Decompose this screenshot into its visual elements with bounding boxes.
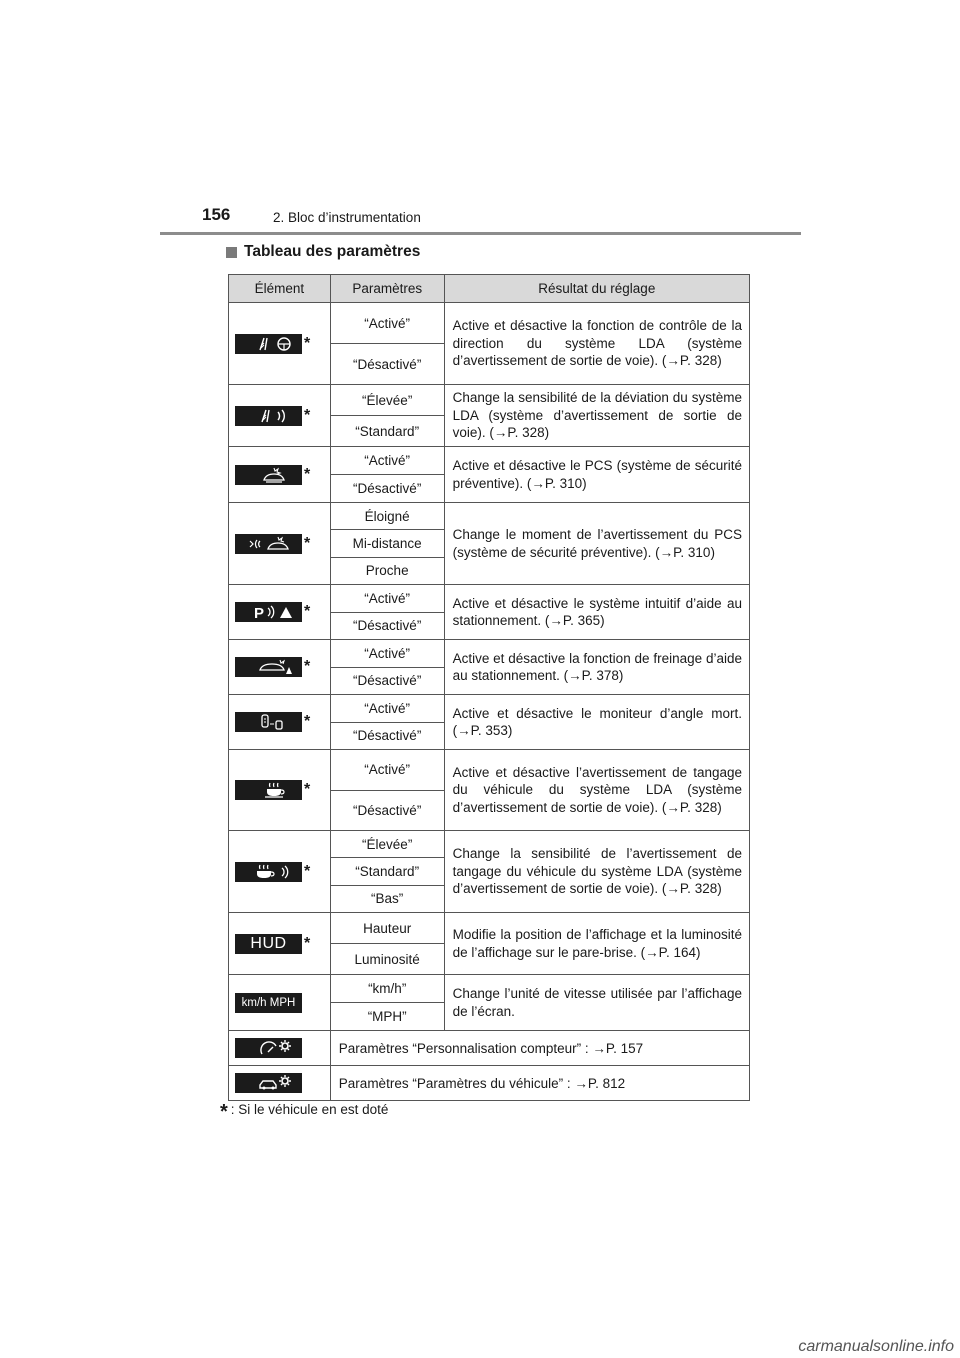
- param-value: “Désactivé”: [353, 356, 422, 372]
- param-value: “Désactivé”: [353, 481, 422, 496]
- param-value: “Désactivé”: [353, 673, 422, 689]
- table-row: [229, 1066, 750, 1101]
- page-header: [160, 200, 801, 236]
- result-text: Active et désactive le PCS (système de sécurité préventive). (→P. 310): [452, 458, 742, 491]
- speed-unit-icon-label: km/h MPH: [241, 996, 296, 1009]
- watermark: carmanualsonline.info: [798, 1338, 954, 1355]
- optional-star: *: [304, 781, 311, 798]
- hud-icon: [235, 934, 302, 954]
- table-header: [229, 275, 750, 303]
- footnote-star: *: [220, 1101, 228, 1123]
- table-row: [229, 447, 750, 503]
- param-value: “Désactivé”: [353, 618, 422, 634]
- optional-star: *: [304, 713, 311, 730]
- optional-star: *: [304, 862, 311, 880]
- table-row: [229, 695, 750, 750]
- result-text: Active et désactive la fonction de contrôle de la direction du système LDA (système d’avertissement de sortie de voie). (→P. 328): [452, 318, 742, 369]
- section-title-text: Tableau des paramètres: [244, 243, 421, 260]
- table-row: [229, 585, 750, 640]
- page-number: 156: [202, 205, 231, 224]
- section-title: [226, 243, 420, 261]
- param-value: “Activé”: [331, 640, 444, 668]
- pcs-icon: [235, 465, 302, 485]
- result-text: Active et désactive l’avertissement de tangage du véhicule du système LDA (système d’avertissement de sortie de voie). (→P. 328): [452, 764, 742, 815]
- param-value: “Activé”: [331, 585, 444, 613]
- lda-steering-icon: [235, 334, 302, 354]
- param-value: “Standard”: [355, 423, 420, 439]
- result-text: Active et désactive le moniteur d’angle mort. (→P. 353): [452, 705, 742, 738]
- result-text: Change l’unité de vitesse utilisée par l’affichage de l’écran.: [452, 986, 742, 1019]
- optional-star: *: [304, 465, 311, 483]
- table-row: [229, 831, 750, 913]
- table-row: [229, 303, 750, 385]
- optional-star: *: [304, 534, 311, 552]
- table-row: [229, 913, 750, 975]
- result-text: Change la sensibilité de l’avertissement de tangage du véhicule du système LDA (système d’avertissement de sortie de voie). (→P. 328): [452, 846, 742, 897]
- lda-sensitivity-icon: [235, 406, 302, 426]
- optional-star: *: [304, 934, 311, 952]
- param-value: “Élevée”: [331, 831, 444, 858]
- table-row: [229, 503, 750, 585]
- column-header-element: Élément: [229, 275, 331, 302]
- result-text: Active et désactive le système intuitif d’aide au stationnement. (→P. 365): [452, 595, 742, 628]
- speed-unit-icon: [235, 993, 302, 1013]
- footnote: [220, 1101, 388, 1124]
- table-row: [229, 385, 750, 447]
- param-value: “km/h”: [331, 975, 444, 1003]
- param-value: “Activé”: [331, 750, 444, 791]
- svg-text:P: P: [254, 605, 265, 620]
- optional-star: *: [304, 603, 311, 620]
- column-header-result: Résultat du réglage: [445, 275, 750, 302]
- vehicle-settings-icon: [235, 1073, 302, 1093]
- sway-warning-icon: [235, 780, 302, 800]
- parking-brake-support-icon: [235, 657, 302, 677]
- section-square-icon: [226, 247, 237, 258]
- table-row: [229, 640, 750, 695]
- wide-row-text: Paramètres “Personnalisation compteur” : →P. 157: [331, 1031, 750, 1065]
- param-value: “Bas”: [371, 891, 404, 907]
- column-header-settings: Paramètres: [331, 275, 445, 302]
- param-value: “MPH”: [367, 1009, 407, 1024]
- param-value: Proche: [365, 563, 409, 579]
- param-value: “Désactivé”: [353, 802, 422, 818]
- table-row: [229, 1031, 750, 1066]
- result-text: Change le moment de l’avertissement du PCS (système de sécurité préventive). (→P. 310): [452, 527, 742, 560]
- param-value: “Activé”: [331, 695, 444, 723]
- param-value: “Désactivé”: [353, 728, 422, 744]
- result-text: Change la sensibilité de la déviation du système LDA (système d’avertissement de sortie de voie). (→P. 328): [452, 390, 742, 441]
- header-rule: [160, 232, 801, 235]
- optional-star: *: [304, 334, 311, 352]
- param-value: Luminosité: [354, 951, 420, 967]
- chapter-title: 2. Bloc d’instrumentation: [273, 210, 421, 225]
- pcs-timing-icon: [235, 534, 302, 554]
- sway-sensitivity-icon: [235, 862, 302, 882]
- result-text: Active et désactive la fonction de freinage d’aide au stationnement. (→P. 378): [452, 650, 742, 683]
- table-row: [229, 750, 750, 831]
- param-value: Mi-distance: [331, 530, 444, 557]
- param-value: Éloigné: [331, 503, 444, 530]
- settings-table: [228, 274, 750, 1101]
- table-row: [229, 975, 750, 1031]
- param-value: “Élevée”: [331, 385, 444, 416]
- meter-settings-icon: [235, 1038, 302, 1058]
- param-value: “Activé”: [331, 303, 444, 344]
- param-value: “Activé”: [331, 447, 444, 475]
- optional-star: *: [304, 406, 311, 424]
- optional-star: *: [304, 658, 311, 675]
- result-text: Modifie la position de l’affichage et la luminosité de l’affichage sur le pare-brise. (→P. 164): [452, 927, 742, 960]
- blind-spot-monitor-icon: [235, 712, 302, 732]
- param-value: “Standard”: [331, 858, 444, 885]
- wide-row-text: Paramètres “Paramètres du véhicule” : →P. 812: [331, 1066, 750, 1100]
- footnote-text: : Si le véhicule en est doté: [230, 1102, 389, 1117]
- hud-icon-label: HUD: [250, 934, 287, 952]
- param-value: Hauteur: [331, 913, 444, 944]
- parking-assist-icon: [235, 602, 302, 622]
